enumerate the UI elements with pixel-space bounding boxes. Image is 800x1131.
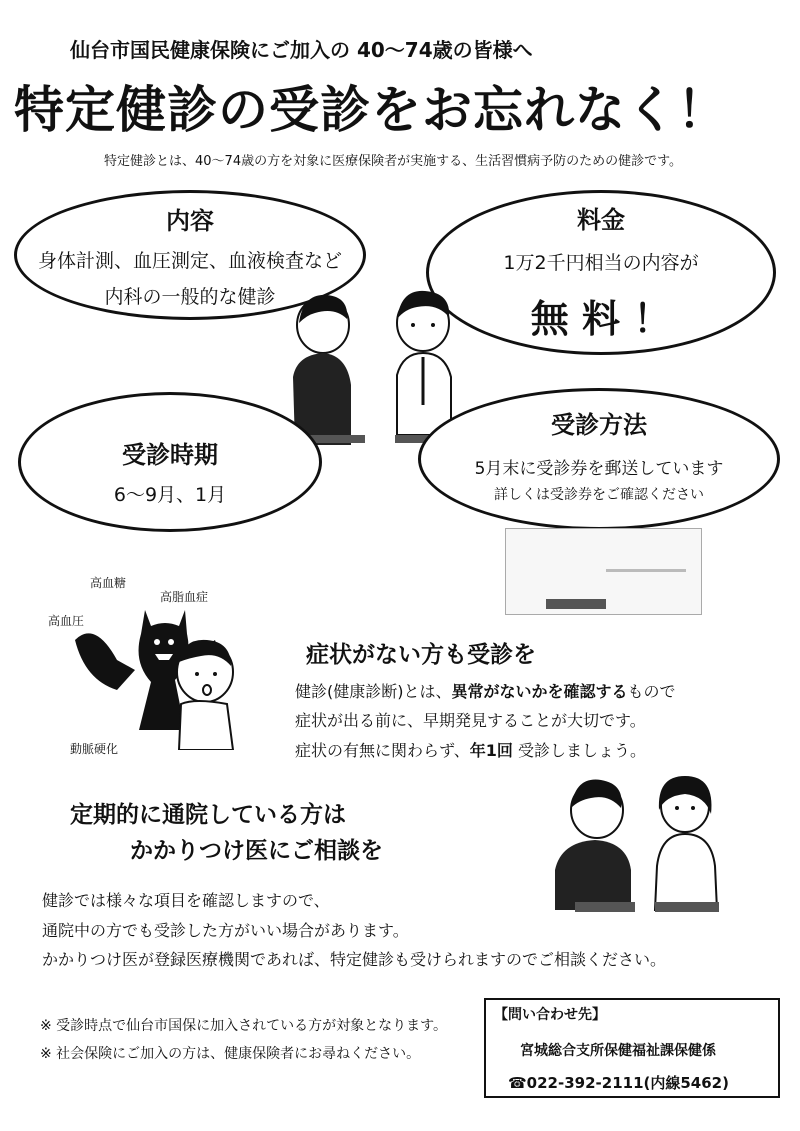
regular-line1: 健診では様々な項目を確認しますので、 xyxy=(42,891,330,910)
regular-heading-2: かかりつけ医にご相談を xyxy=(130,838,383,864)
symptoms-line3 xyxy=(295,736,646,765)
regular-line2: 通院中の方でも受診した方がいい場合があります。 xyxy=(42,921,409,940)
note-2: ※ 社会保険にご加入の方は、健康保険者にお尋ねください。 xyxy=(40,1046,421,1062)
method-line2: 詳しくは受診券をご確認ください xyxy=(494,487,704,503)
label-hypertension: 高血圧 xyxy=(48,614,85,628)
fee-free: 無 料 ！ xyxy=(530,297,672,341)
doctor-illustration xyxy=(545,770,745,935)
contact-label: 【問い合わせ先】 xyxy=(494,1007,606,1023)
label-hyperglycemia: 高血糖 xyxy=(90,576,127,590)
method-heading: 受診方法 xyxy=(551,411,647,439)
symptoms-line3-bold: 年1回 xyxy=(469,741,513,760)
page-title: 特定健診の受診をお忘れなく！ xyxy=(14,81,728,139)
label-arteriosclerosis: 動脈硬化 xyxy=(70,742,119,756)
ticket-image xyxy=(505,528,702,615)
note-1: ※ 受診時点で仙台市国保に加入されている方が対象となります。 xyxy=(40,1018,448,1034)
subtitle: 仙台市国民健康保険にご加入の 40～74歳の皆様へ xyxy=(70,38,533,62)
contact-phone: ☎022-392-2111(内線5462) xyxy=(508,1074,729,1092)
symptoms-line1 xyxy=(295,677,676,706)
period-heading: 受診時期 xyxy=(122,441,218,469)
content-line1: 身体計測、血圧測定、血液検査など xyxy=(37,250,342,272)
devil-illustration xyxy=(55,600,245,750)
contact-office: 宮城総合支所保健福祉課保健係 xyxy=(520,1043,716,1059)
content-line2: 内科の一般的な健診 xyxy=(104,286,276,308)
symptoms-line1-pre: 健診(健康診断)とは、 xyxy=(295,682,452,701)
period-line1: 6～9月、1月 xyxy=(113,484,227,506)
symptoms-line2: 症状が出る前に、早期発見することが大切です。 xyxy=(295,711,646,730)
symptoms-line3-post: 受診しましょう。 xyxy=(512,741,646,760)
fee-heading: 料金 xyxy=(577,206,625,234)
label-dyslipidemia: 高脂血症 xyxy=(160,590,209,604)
method-line1: 5月末に受診券を郵送しています xyxy=(474,459,724,479)
fee-line1: 1万2千円相当の内容が xyxy=(503,252,699,274)
content-heading: 内容 xyxy=(166,207,214,235)
symptoms-line3-pre: 症状の有無に関わらず、 xyxy=(295,741,470,760)
intro-text: 特定健診とは、40～74歳の方を対象に医療保険者が実施する、生活習慣病予防のための健診です。 xyxy=(104,154,683,169)
symptoms-heading: 症状がない方も受診を xyxy=(306,642,536,668)
symptoms-line1-post: もので xyxy=(627,682,676,701)
regular-heading-1: 定期的に通院している方は xyxy=(70,802,346,828)
regular-line3: かかりつけ医が登録医療機関であれば、特定健診も受けられますのでご相談ください。 xyxy=(42,950,667,969)
symptoms-line1-bold: 異常がないかを確認する xyxy=(451,682,628,701)
